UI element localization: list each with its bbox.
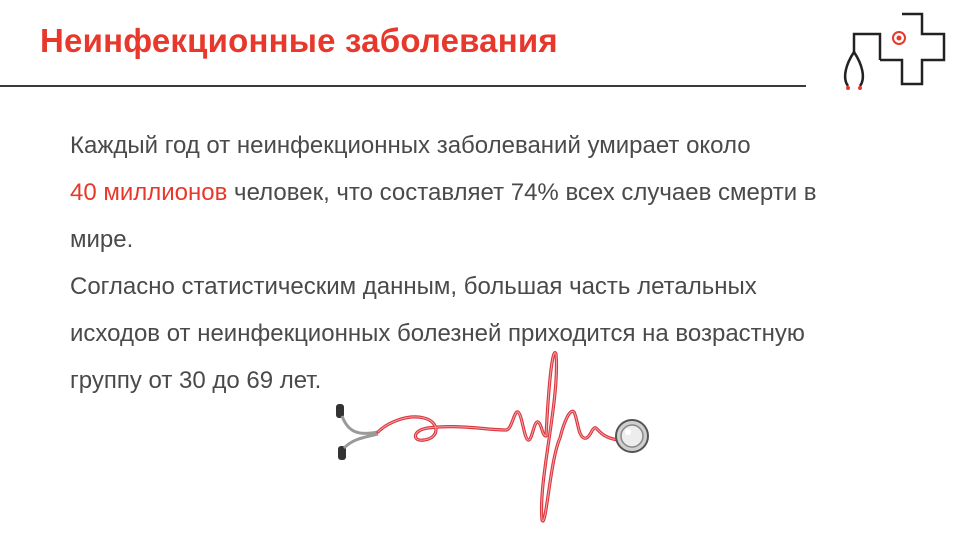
highlight-number: 40 миллионов [70, 179, 228, 206]
paragraph-2-line-2: исходов от неинфекционных болезней приходится на возрастную [70, 320, 805, 347]
paragraph-1-line-3: мире. [70, 226, 134, 253]
slide-title: Неинфекционные заболевания [40, 22, 558, 59]
medical-cross-stethoscope-icon [832, 8, 952, 93]
paragraph-1-line-1: Каждый год от неинфекционных заболеваний умирает около [70, 132, 751, 159]
paragraph-2-line-3: группу от 30 до 69 лет. [70, 367, 322, 394]
paragraph-1-line-2 [70, 169, 930, 216]
stethoscope-heartbeat-icon [328, 340, 658, 530]
title-divider [0, 85, 806, 87]
paragraph-2-line-1: Согласно статистическим данным, большая часть летальных [70, 273, 757, 300]
paragraph-1-line-2-rest: человек, что составляет 74% всех случаев смерти в [227, 179, 817, 206]
